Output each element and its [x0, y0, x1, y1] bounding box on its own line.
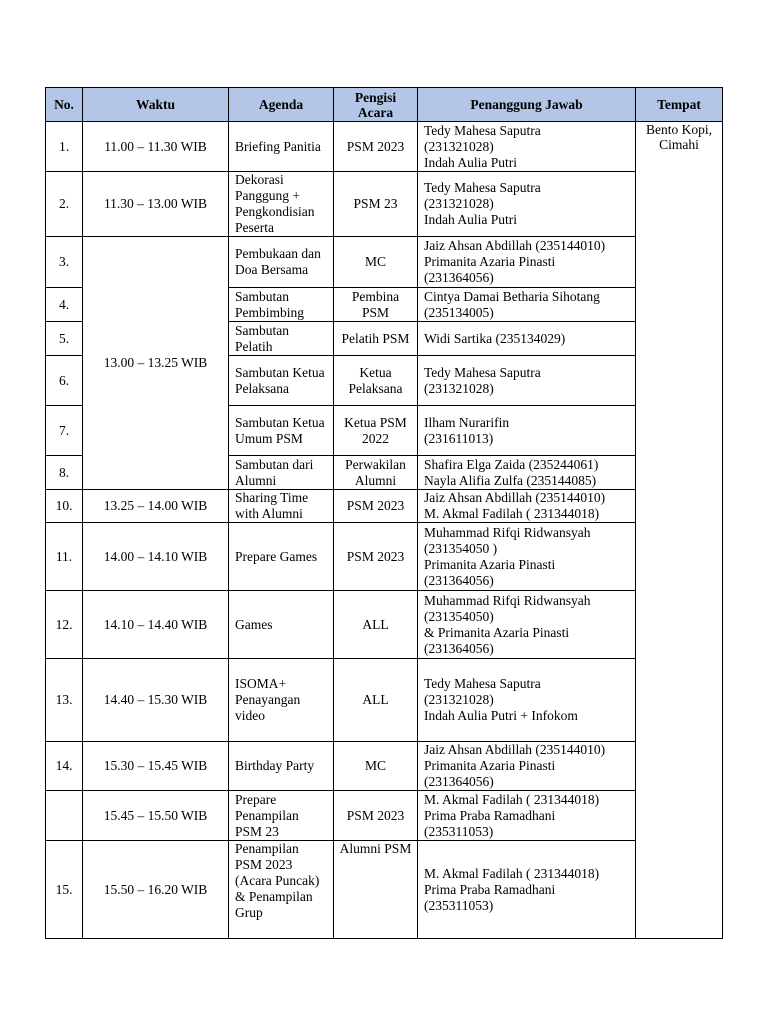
person-in-charge-line: Tedy Mahesa Saputra: [424, 364, 541, 380]
row-number: 4.: [46, 288, 83, 322]
speaker-cell: Perwakilan Alumni: [334, 456, 418, 490]
person-in-charge-line: (231364056): [424, 774, 494, 789]
person-in-charge-line: (231321028): [424, 196, 494, 211]
row-number: 3.: [46, 237, 83, 288]
agenda-cell: Sambutan Ketua Umum PSM: [229, 406, 334, 456]
agenda-cell: Sambutan Pelatih: [229, 322, 334, 356]
person-in-charge-cell: [418, 659, 636, 742]
person-in-charge-line: Primanita Azaria Pinasti: [424, 758, 556, 773]
person-in-charge-line: Primanita Azaria Pinasti: [424, 556, 556, 572]
person-in-charge-line: & Primanita Azaria Pinasti: [424, 624, 570, 640]
header-row: [46, 88, 723, 122]
person-in-charge-line: Nayla Alifia Zulfa (235144085): [424, 472, 597, 488]
speaker-cell: Ketua Pelaksana: [334, 356, 418, 406]
header-penanggung-jawab: Penanggung Jawab: [418, 88, 636, 122]
time-cell: 14.10 – 14.40 WIB: [83, 591, 229, 659]
person-in-charge-line: Tedy Mahesa Saputra: [424, 122, 541, 138]
agenda-cell: Pembukaan dan Doa Bersama: [229, 237, 334, 288]
header-waktu: Waktu: [83, 88, 229, 122]
header-agenda: Agenda: [229, 88, 334, 122]
person-in-charge-line: (235311053): [424, 897, 494, 913]
time-cell: 14.00 – 14.10 WIB: [83, 523, 229, 591]
row-number: 7.: [46, 406, 83, 456]
person-in-charge-cell: [418, 322, 636, 356]
time-cell: 11.30 – 13.00 WIB: [83, 172, 229, 237]
row-number: 12.: [46, 591, 83, 659]
person-in-charge-line: Muhammad Rifqi Ridwansyah: [424, 524, 591, 540]
time-cell: 15.30 – 15.45 WIB: [83, 742, 229, 791]
person-in-charge-line: Cintya Damai Betharia Sihotang: [424, 288, 600, 304]
table-row: [46, 791, 723, 841]
time-cell: 15.50 – 16.20 WIB: [83, 841, 229, 939]
speaker-cell: Pembina PSM: [334, 288, 418, 322]
table-row: [46, 122, 723, 172]
header-no: No.: [46, 88, 83, 122]
venue-cell: Bento Kopi, Cimahi: [636, 122, 723, 939]
person-in-charge-line: Tedy Mahesa Saputra: [424, 676, 541, 691]
time-cell: 11.00 – 11.30 WIB: [83, 122, 229, 172]
row-number: 14.: [46, 742, 83, 791]
person-in-charge-line: Jaiz Ahsan Abdillah (235144010): [424, 238, 606, 253]
table-row: [46, 742, 723, 791]
person-in-charge-line: (231321028): [424, 380, 494, 396]
person-in-charge-line: (231364056): [424, 572, 494, 588]
person-in-charge-line: Prima Praba Ramadhani: [424, 807, 556, 823]
row-number: 11.: [46, 523, 83, 591]
person-in-charge-line: (231321028): [424, 692, 494, 707]
schedule-table: [45, 87, 723, 939]
row-number: 6.: [46, 356, 83, 406]
person-in-charge-line: (231354050 ): [424, 540, 498, 556]
person-in-charge-line: Ilham Nurarifin: [424, 414, 510, 430]
person-in-charge-line: Tedy Mahesa Saputra: [424, 180, 541, 195]
header-tempat: Tempat: [636, 88, 723, 122]
table-row: [46, 172, 723, 237]
time-cell: 15.45 – 15.50 WIB: [83, 791, 229, 841]
person-in-charge-cell: [418, 356, 636, 406]
person-in-charge-line: M. Akmal Fadilah ( 231344018): [424, 506, 600, 521]
table-row: [46, 591, 723, 659]
person-in-charge-cell: [418, 742, 636, 791]
time-cell: 14.40 – 15.30 WIB: [83, 659, 229, 742]
person-in-charge-cell: [418, 591, 636, 659]
agenda-cell: Birthday Party: [229, 742, 334, 791]
agenda-cell: ISOMA+ Penayangan video: [229, 659, 334, 742]
person-in-charge-cell: [418, 841, 636, 939]
speaker-cell: PSM 2023: [334, 122, 418, 172]
row-number: 13.: [46, 659, 83, 742]
agenda-cell: Briefing Panitia: [229, 122, 334, 172]
person-in-charge-line: Widi Sartika (235134029): [424, 330, 566, 346]
person-in-charge-line: Primanita Azaria Pinasti: [424, 254, 556, 269]
person-in-charge-line: Prima Praba Ramadhani: [424, 881, 556, 897]
agenda-cell: Sambutan Ketua Pelaksana: [229, 356, 334, 406]
person-in-charge-cell: [418, 523, 636, 591]
row-number: 1.: [46, 122, 83, 172]
speaker-cell: PSM 2023: [334, 490, 418, 523]
person-in-charge-cell: [418, 456, 636, 490]
row-number: 15.: [46, 841, 83, 939]
person-in-charge-cell: [418, 237, 636, 288]
person-in-charge-line: Indah Aulia Putri: [424, 212, 517, 227]
person-in-charge-line: Jaiz Ahsan Abdillah (235144010): [424, 490, 606, 505]
table-row: [46, 237, 723, 288]
person-in-charge-line: (235134005): [424, 304, 494, 320]
agenda-cell: Penampilan PSM 2023 (Acara Puncak) & Penampilan Grup: [229, 841, 334, 939]
person-in-charge-line: Jaiz Ahsan Abdillah (235144010): [424, 742, 606, 757]
person-in-charge-line: Indah Aulia Putri + Infokom: [424, 708, 578, 723]
agenda-cell: Dekorasi Panggung + Pengkondisian Peserta: [229, 172, 334, 237]
person-in-charge-line: Muhammad Rifqi Ridwansyah: [424, 592, 591, 608]
person-in-charge-line: M. Akmal Fadilah ( 231344018): [424, 865, 600, 881]
agenda-cell: Games: [229, 591, 334, 659]
speaker-cell: Pelatih PSM: [334, 322, 418, 356]
person-in-charge-line: (231364056): [424, 270, 494, 285]
speaker-cell: PSM 2023: [334, 791, 418, 841]
person-in-charge-cell: [418, 791, 636, 841]
agenda-cell: Sambutan dari Alumni: [229, 456, 334, 490]
speaker-cell: MC: [334, 237, 418, 288]
person-in-charge-cell: [418, 288, 636, 322]
agenda-cell: Sharing Time with Alumni: [229, 490, 334, 523]
speaker-cell: ALL: [334, 591, 418, 659]
table-row: [46, 841, 723, 939]
person-in-charge-line: (235311053): [424, 823, 494, 839]
speaker-cell: Alumni PSM: [334, 841, 418, 939]
person-in-charge-line: (231354050): [424, 608, 494, 624]
table-row: [46, 659, 723, 742]
person-in-charge-line: Shafira Elga Zaida (235244061): [424, 456, 599, 472]
person-in-charge-line: (231321028): [424, 138, 494, 154]
speaker-cell: MC: [334, 742, 418, 791]
row-number: 10.: [46, 490, 83, 523]
person-in-charge-cell: [418, 406, 636, 456]
time-cell-merged: 13.00 – 13.25 WIB: [83, 237, 229, 490]
person-in-charge-line: (231611013): [424, 430, 494, 446]
person-in-charge-cell: [418, 122, 636, 172]
table-row: [46, 523, 723, 591]
row-number: 8.: [46, 456, 83, 490]
row-number: 5.: [46, 322, 83, 356]
person-in-charge-line: (231364056): [424, 640, 494, 656]
agenda-cell: Prepare Penampilan PSM 23: [229, 791, 334, 841]
person-in-charge-line: Indah Aulia Putri: [424, 154, 517, 170]
speaker-cell: PSM 2023: [334, 523, 418, 591]
row-number: [46, 791, 83, 841]
agenda-cell: Prepare Games: [229, 523, 334, 591]
speaker-cell: Ketua PSM 2022: [334, 406, 418, 456]
person-in-charge-line: M. Akmal Fadilah ( 231344018): [424, 791, 600, 807]
table-row: [46, 490, 723, 523]
person-in-charge-cell: [418, 490, 636, 523]
agenda-cell: Sambutan Pembimbing: [229, 288, 334, 322]
speaker-cell: PSM 23: [334, 172, 418, 237]
person-in-charge-cell: [418, 172, 636, 237]
header-pengisi-acara: Pengisi Acara: [334, 88, 418, 122]
speaker-cell: ALL: [334, 659, 418, 742]
row-number: 2.: [46, 172, 83, 237]
time-cell: 13.25 – 14.00 WIB: [83, 490, 229, 523]
